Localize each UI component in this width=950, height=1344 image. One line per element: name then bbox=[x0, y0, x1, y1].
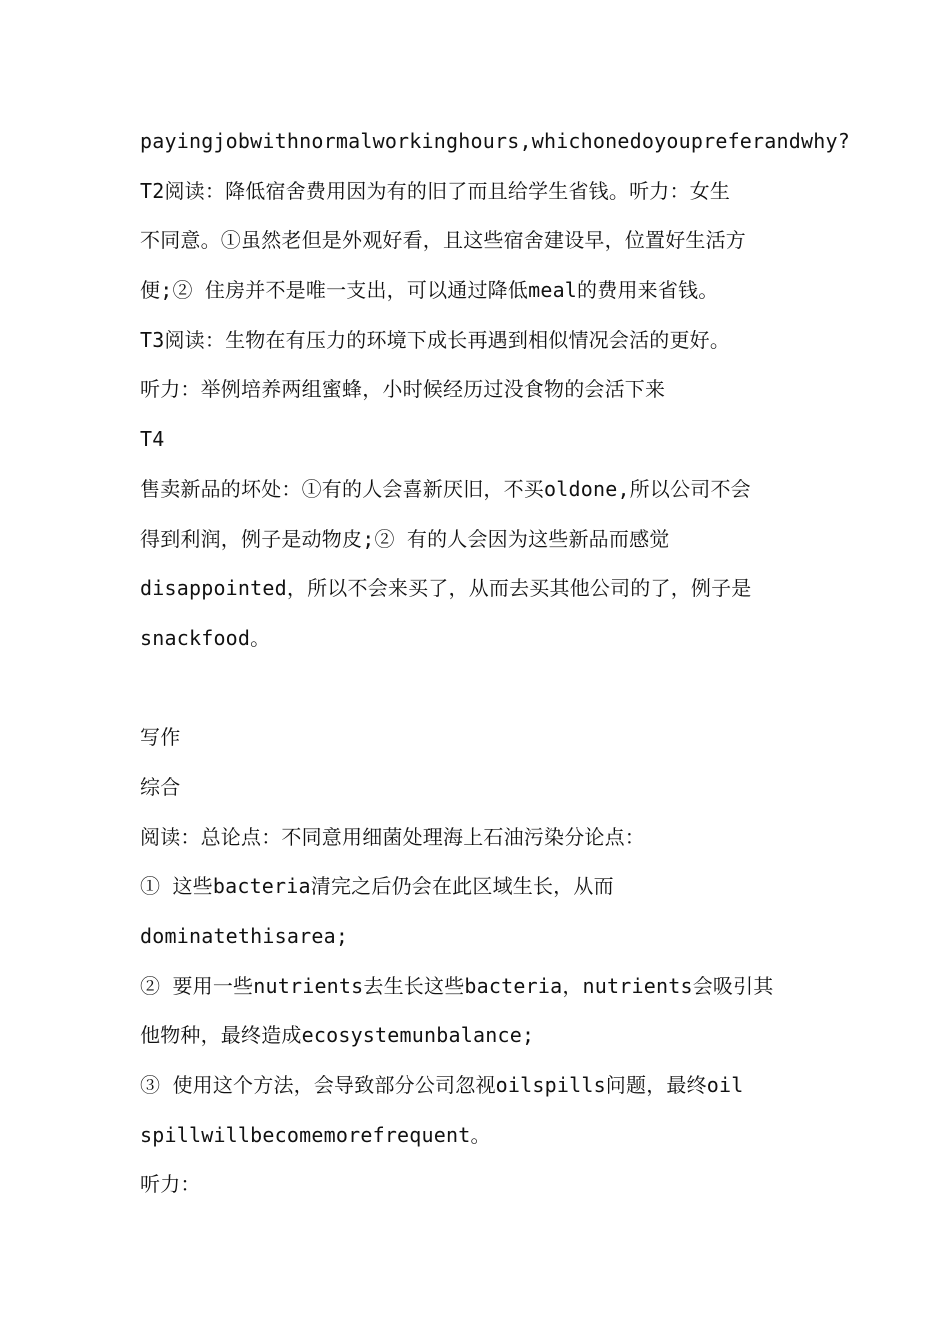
text-line: 便;② 住房并不是唯一支出，可以通过降低meal的费用来省钱。 bbox=[140, 278, 719, 303]
text-line: snackfood。 bbox=[140, 625, 271, 650]
section-heading-writing: 写作 bbox=[140, 725, 181, 750]
list-item: ③ 使用这个方法，会导致部分公司忽视oilspills问题，最终oil bbox=[140, 1073, 744, 1098]
document-page bbox=[140, 117, 850, 1210]
text-line: 得到利润，例子是动物皮;② 有的人会因为这些新品而感觉 bbox=[140, 526, 670, 551]
text-line: 阅读：总论点：不同意用细菌处理海上石油污染分论点： bbox=[140, 824, 645, 849]
text-line: 售卖新品的坏处：①有的人会喜新厌旧，不买oldone,所以公司不会 bbox=[140, 476, 751, 501]
blank-line bbox=[140, 664, 820, 714]
text-line: disappointed，所以不会来买了，从而去买其他公司的了，例子是 bbox=[140, 576, 752, 601]
text-line: spillwillbecomemorefrequent。 bbox=[140, 1122, 491, 1147]
list-item: ② 要用一些nutrients去生长这些bacteria，nutrients会吸引其 bbox=[140, 973, 774, 998]
text-line: 听力：举例培养两组蜜蜂，小时候经历过没食物的会活下来 bbox=[140, 377, 666, 402]
section-heading-listening: 听力： bbox=[140, 1172, 201, 1197]
list-item: ① 这些bacteria清完之后仍会在此区域生长，从而 bbox=[140, 874, 614, 899]
text-line: T2阅读：降低宿舍费用因为有的旧了而且给学生省钱。听力：女生 bbox=[140, 178, 731, 203]
text-line: T3阅读：生物在有压力的环境下成长再遇到相似情况会活的更好。 bbox=[140, 327, 731, 352]
text-line: 他物种，最终造成ecosystemunbalance; bbox=[140, 1023, 535, 1048]
text-line: dominatethisarea; bbox=[140, 924, 349, 948]
section-heading-t4: T4 bbox=[140, 427, 165, 452]
text-line: 不同意。①虽然老但是外观好看，且这些宿舍建设早，位置好生活方 bbox=[140, 228, 746, 253]
text-line: payingjobwithnormalworkinghours,whichonedoyoupreferandwhy? bbox=[140, 129, 850, 153]
section-heading-integrated: 综合 bbox=[140, 774, 181, 799]
